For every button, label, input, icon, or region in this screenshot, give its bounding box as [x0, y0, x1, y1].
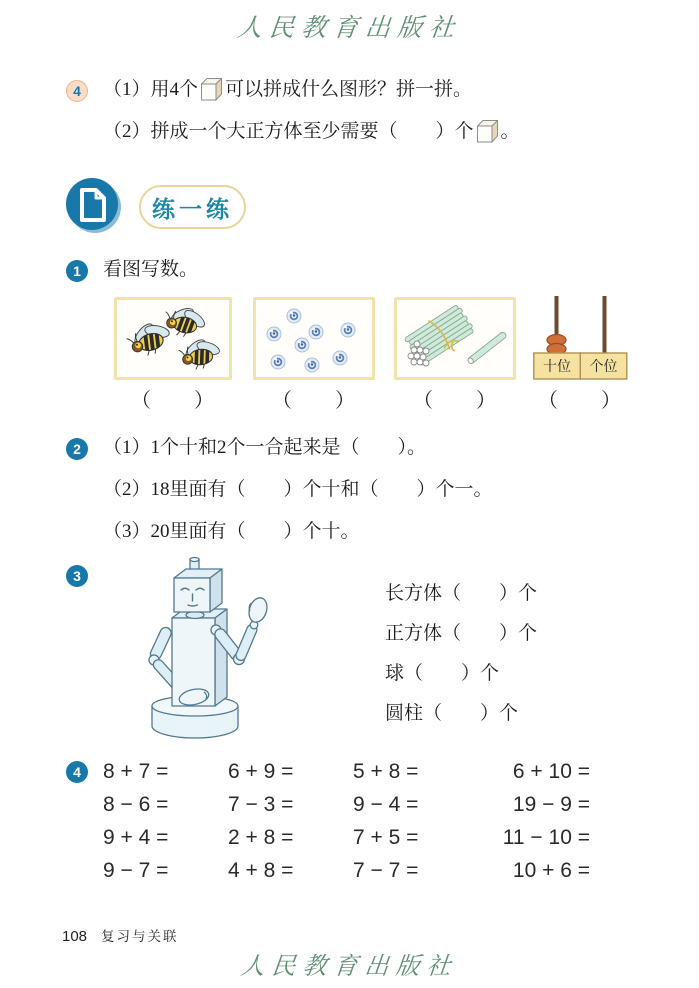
expression: 6 + 10 =	[512, 760, 590, 783]
worksheet-icon	[64, 176, 122, 234]
expression: 2 + 8 =	[228, 826, 294, 849]
figure-sticks	[394, 297, 516, 380]
chapter-title: 复习与关联	[101, 929, 179, 944]
q1-blank-3: （ ）	[413, 390, 497, 412]
question-3-badge: 3	[66, 565, 88, 587]
page-number: 108	[62, 928, 88, 945]
arithmetic-row-1	[103, 757, 590, 787]
figure-marbles	[253, 297, 375, 380]
expression: 9 − 7 =	[103, 859, 169, 882]
q4-line1-pre: （1）用4个	[103, 79, 199, 100]
q3-item-sphere: 球（ ）个	[385, 663, 500, 684]
q4-line1-post: 可以拼成什么图形？拼一拼。	[225, 79, 473, 100]
arithmetic-row-4	[103, 856, 590, 886]
header-publisher-calligraphy: 人民教育出版社	[235, 15, 463, 42]
question-4-practice-badge: 4	[66, 761, 88, 783]
q4-line2-pre: （2）拼成一个大正方体至少需要（ ）个	[103, 121, 474, 142]
figure-place-value-chart	[533, 296, 628, 380]
unit-cube-icon	[477, 120, 498, 143]
expression: 5 + 8 =	[353, 760, 419, 783]
q3-item-cube: 正方体（ ）个	[385, 623, 538, 644]
q2-line-2: （2）18里面有（ ）个十和（ ）个一。	[103, 479, 493, 500]
expression: 6 + 9 =	[228, 760, 294, 783]
robot-illustration	[100, 556, 280, 746]
expression: 8 − 6 =	[103, 793, 169, 816]
unit-cube-icon	[201, 78, 222, 101]
figure-bees	[114, 297, 232, 380]
ones-rod	[603, 296, 607, 353]
arithmetic-row-3	[103, 823, 590, 853]
q2-line-3: （3）20里面有（ ）个十。	[103, 521, 360, 542]
expression: 8 + 7 =	[103, 760, 169, 783]
bees-illustration	[117, 300, 229, 377]
question-2-badge: 2	[66, 438, 88, 460]
q3-item-cylinder: 圆柱（ ）个	[385, 703, 519, 724]
expression: 19 − 9 =	[512, 793, 590, 816]
ones-label: 个位	[589, 360, 618, 375]
q1-blank-2: （ ）	[272, 390, 356, 412]
expression: 9 + 4 =	[103, 826, 169, 849]
practice-label: 练一练	[152, 196, 233, 222]
expression: 11 − 10 =	[502, 826, 590, 849]
tens-beads	[547, 335, 566, 355]
footer-publisher-calligraphy: 人民教育出版社	[239, 954, 459, 980]
expression: 9 − 4 =	[353, 793, 419, 816]
q4-line1	[103, 76, 472, 103]
q1-blank-4: （ ）	[538, 390, 622, 412]
expression: 7 − 3 =	[228, 793, 294, 816]
question-4-badge: 4	[66, 80, 88, 102]
expression: 4 + 8 =	[228, 859, 294, 882]
q2-line-1: （1）1个十和2个一合起来是（ ）。	[103, 437, 427, 458]
marbles-illustration	[256, 300, 372, 377]
expression: 7 − 7 =	[353, 859, 419, 882]
arithmetic-row-2	[103, 790, 590, 820]
footer-meta	[62, 925, 179, 945]
q4-line2-post: 。	[500, 121, 520, 142]
tens-label: 十位	[543, 360, 571, 375]
q4-line2	[103, 118, 520, 145]
expression: 7 + 5 =	[353, 826, 419, 849]
q1-prompt: 看图写数。	[103, 259, 199, 280]
practice-section-pill	[139, 185, 246, 229]
question-1-badge: 1	[66, 260, 88, 282]
q1-blank-1: （ ）	[131, 390, 215, 412]
sticks-illustration	[397, 300, 513, 377]
q3-item-cuboid: 长方体（ ）个	[385, 583, 538, 604]
expression: 10 + 6 =	[512, 859, 590, 882]
